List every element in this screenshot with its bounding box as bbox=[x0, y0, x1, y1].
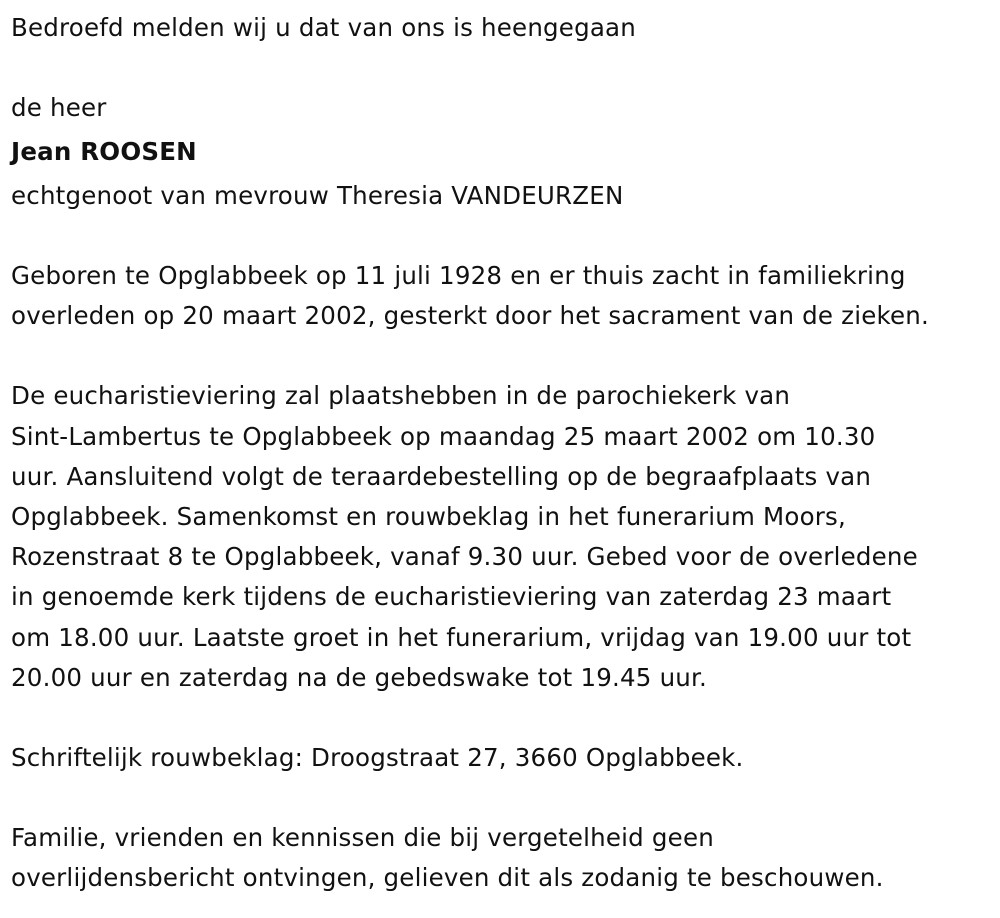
deceased-name: Jean ROOSEN bbox=[11, 137, 197, 166]
paragraph-line: De eucharistieviering zal plaatshebben in de parochiekerk van bbox=[11, 381, 791, 411]
spacer bbox=[11, 778, 996, 818]
spacer bbox=[11, 698, 996, 738]
spacer bbox=[11, 336, 996, 376]
ceremony-paragraph bbox=[11, 376, 996, 698]
obituary-notice bbox=[11, 8, 996, 898]
condolence-address: Schriftelijk rouwbeklag: Droogstraat 27, 3660 Opglabbeek. bbox=[11, 742, 744, 772]
paragraph-line: 20.00 uur en zaterdag na de gebedswake tot 19.45 uur. bbox=[11, 662, 708, 692]
paragraph-line: Opglabbeek. Samenkomst en rouwbeklag in het funerarium Moors, bbox=[11, 501, 846, 531]
spacer bbox=[11, 48, 996, 88]
paragraph-line: Geboren te Opglabbeek op 11 juli 1928 en er thuis zacht in familiekring bbox=[11, 261, 906, 290]
paragraph-line: om 18.00 uur. Laatste groet in het funerarium, vrijdag van 19.00 uur tot bbox=[11, 622, 912, 652]
paragraph-line: overlijdensbericht ontvingen, gelieven dit als zodanig te beschouwen. bbox=[11, 863, 884, 893]
paragraph-line: Familie, vrienden en kennissen die bij vergetelheid geen bbox=[11, 822, 714, 852]
closing-paragraph bbox=[11, 818, 996, 898]
birth-death-paragraph bbox=[11, 256, 996, 336]
intro-text: Bedroefd melden wij u dat van ons is heengegaan bbox=[11, 13, 636, 42]
paragraph-line: Sint-Lambertus te Opglabbeek op maandag 25 maart 2002 om 10.30 bbox=[11, 421, 876, 451]
salutation-text: de heer bbox=[11, 93, 107, 122]
spacer bbox=[11, 216, 996, 256]
paragraph-line: Rozenstraat 8 te Opglabbeek, vanaf 9.30 uur. Gebed voor de overledene bbox=[11, 542, 918, 572]
spouse-text: echtgenoot van mevrouw Theresia VANDEURZEN bbox=[11, 181, 624, 210]
paragraph-line: in genoemde kerk tijdens de eucharistieviering van zaterdag 23 maart bbox=[11, 582, 892, 612]
paragraph-line: overleden op 20 maart 2002, gesterkt door het sacrament van de zieken. bbox=[11, 301, 930, 331]
paragraph-line: uur. Aansluitend volgt de teraardebestelling op de begraafplaats van bbox=[11, 461, 872, 491]
